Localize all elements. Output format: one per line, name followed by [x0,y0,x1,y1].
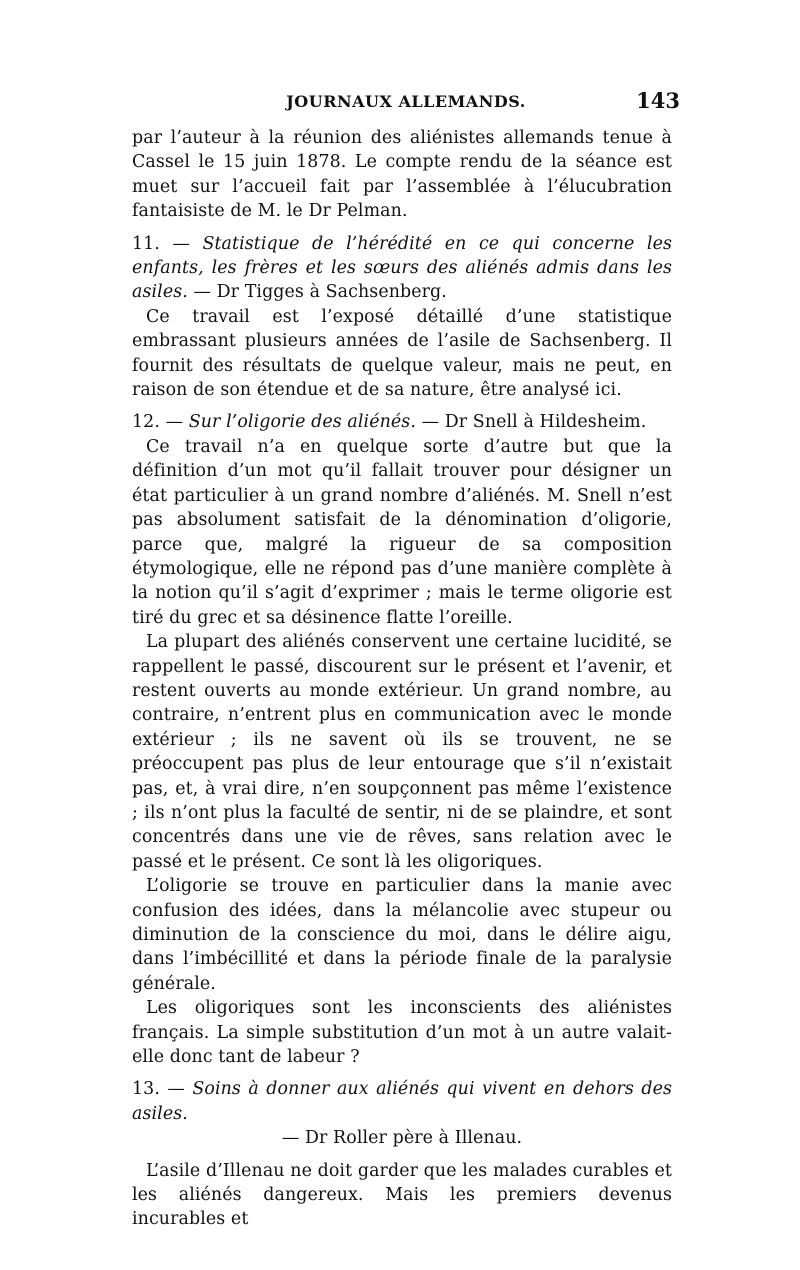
entry-number: 13. — [132,1079,193,1100]
running-head [132,88,680,118]
entry-11 [132,232,672,305]
page-number: 143 [636,88,680,113]
entry-author: — Dr Snell à Hildesheim. [415,412,647,433]
body-text [132,126,672,1232]
entry-12 [132,410,672,434]
paragraph: Les oligoriques sont les inconscients des aliénistes français. La simple substitution d’un mot à un autre valait-elle donc tant de labeur ? [132,998,672,1068]
running-head-title: JOURNAUX ALLEMANDS. [286,92,526,111]
paragraph: L’oligorie se trouve en particulier dans la manie avec confusion des idées, dans la mélancolie avec stupeur ou diminution de la conscience du moi, dans le délire aigu, dans l’imbécillité et dans la période finale de la paralysie générale. [132,876,672,994]
paragraph: Ce travail est l’exposé détaillé d’une statistique embrassant plusieurs années de l’asile de Sachsenberg. Il fournit des résultats de quelque valeur, mais ne peut, en raison de son étendue et de sa nature, être analysé ici. [132,306,672,401]
paragraph: La plupart des aliénés conservent une certaine lucidité, se rappellent le passé, discourent sur le présent et l’avenir, et restent ouverts au monde extérieur. Un grand nombre, au contraire, n’entrent plus en communication avec le monde extérieur ; ils ne savent où ils se trouvent, ne se préoccupent pas plus de leur entourage que s’il n’existait pas, et, à vrai dire, n’en soupçonnent pas même l’existence ; ils n’ont plus la faculté de sentir, ni de se plaindre, et sont concentrés dans une vie de rêves, sans relation avec le passé et le présent. Ce sont là les oligoriques. [132,632,672,872]
entry-13 [132,1077,672,1126]
paragraph: Ce travail n’a en quelque sorte d’autre but que la définition d’un mot qu’il fallait trouver pour désigner un état particulier à un grand nombre d’aliénés. M. Snell n’est pas absolument satisfait de la dénomination d’oligorie, parce que, malgré la rigueur de sa composition étymologique, elle ne répond pas d’une manière complète à la notion qu’il s’agit d’exprimer ; mais le terme oligorie est tiré du grec et sa désinence flatte l’oreille. [132,436,672,628]
paragraph-continuation: par l’auteur à la réunion des aliénistes allemands tenue à Cassel le 15 juin 1878. Le compte rendu de la séance est muet sur l’accueil fait par l’assemblée à l’élucubration fantaisiste de M. le Dr Pelman. [132,128,672,222]
entry-title: Sur l’oligorie des aliénés. [188,412,416,433]
entry-number: 12. — [132,412,189,433]
paragraph: L’asile d’Illenau ne doit garder que les malades curables et les aliénés dangereux. Mais les premiers devenus incurables et [132,1160,672,1230]
entry-title: Soins à donner aux aliénés qui vivent en dehors des asiles. [132,1079,672,1124]
entry-number: 11. — [132,233,203,254]
entry-author-line: — Dr Roller père à Illenau. [281,1128,523,1149]
entry-author: — Dr Tigges à Sachsenberg. [187,282,447,303]
entry-title: Statistique de l’hérédité en ce qui concerne les enfants, les frères et les sœurs des aliénés admis dans les asiles. [132,233,672,303]
